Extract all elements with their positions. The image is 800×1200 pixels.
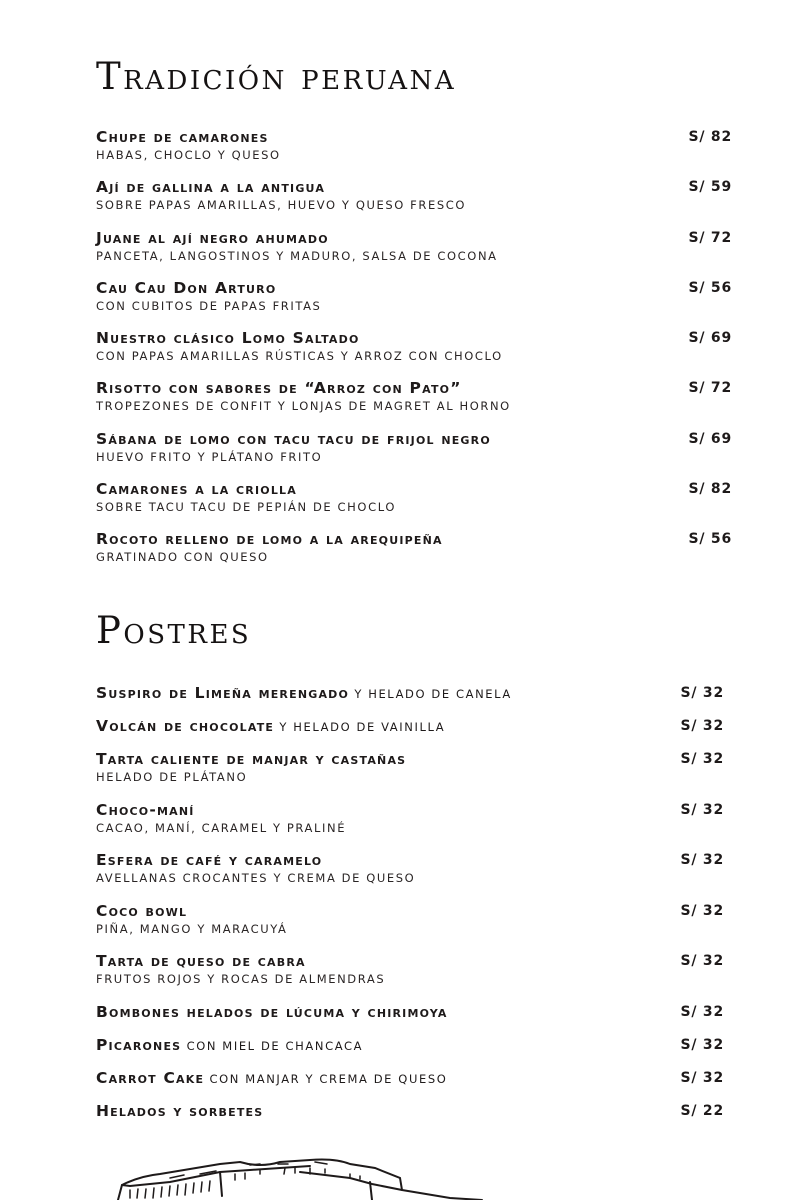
dish-name: Suspiro de Limeña merengado: [96, 684, 350, 702]
dish-price: S/ 72: [688, 229, 732, 246]
section-title: Postres: [96, 609, 252, 652]
menu-item: [96, 851, 724, 902]
dish-name: Juane al ají negro ahumado: [96, 228, 329, 247]
dish-description: HUEVO FRITO Y PLÁTANO FRITO: [96, 449, 323, 464]
dish-name: Coco bowl: [96, 901, 188, 920]
building-sketch-icon: [110, 1150, 490, 1200]
section-title: Tradición peruana: [96, 55, 457, 98]
dish-description: PIÑA, MANGO Y MARACUYÁ: [96, 921, 288, 936]
dish-price: S/ 69: [688, 430, 732, 447]
dish-description: PANCETA, LANGOSTINOS Y MADURO, SALSA DE COCONA: [96, 248, 498, 263]
dish-name: Picarones: [96, 1035, 182, 1054]
dish-name-line: [96, 1036, 724, 1055]
dish-price: S/ 69: [688, 330, 732, 347]
dish-description: CACAO, MANÍ, CARAMEL Y PRALINÉ: [96, 820, 347, 835]
dish-name: Volcán de chocolate: [96, 717, 275, 735]
dish-name: Tarta de queso de cabra: [96, 952, 306, 970]
menu-item: [96, 128, 732, 178]
dish-description: Y HELADO DE VAINILLA: [274, 720, 446, 734]
menu-item: [96, 902, 724, 953]
dish-price: S/ 82: [688, 481, 732, 498]
dish-price: S/ 59: [688, 179, 732, 196]
menu-list: [96, 684, 724, 1135]
dish-price: S/ 32: [680, 1003, 724, 1020]
dish-name-line: [96, 717, 724, 736]
dish-name: Risotto con sabores de “Arroz con Pato”: [96, 379, 462, 398]
dish-description: HABAS, CHOCLO Y QUESO: [96, 148, 281, 162]
menu-item: [96, 684, 724, 717]
dish-name: Esfera de café y caramelo: [96, 851, 323, 869]
menu-item: [96, 178, 732, 228]
dish-name: Sábana de lomo con tacu tacu de frijol negro: [96, 429, 491, 448]
dish-name: Carrot Cake: [96, 1068, 205, 1087]
dish-name: Helados y sorbetes: [96, 1101, 264, 1120]
dish-description: SOBRE PAPAS AMARILLAS, HUEVO Y QUESO FRESCO: [96, 198, 467, 213]
dish-price: S/ 32: [680, 751, 724, 767]
dish-description: CON PAPAS AMARILLAS RÚSTICAS Y ARROZ CON CHOCLO: [96, 349, 503, 364]
menu-item: [96, 1003, 724, 1036]
menu-item: [96, 750, 724, 801]
menu-list: [96, 128, 732, 581]
menu-item: [96, 480, 732, 530]
menu-item: [96, 379, 732, 429]
menu-item: [96, 801, 724, 852]
menu-item: [96, 1069, 724, 1102]
menu-item: [96, 717, 724, 750]
dish-price: S/ 82: [688, 129, 732, 145]
dish-name: Chupe de camarones: [96, 128, 269, 146]
section-postres: [96, 606, 724, 1120]
menu-item: [96, 1102, 724, 1135]
dish-price: S/ 32: [680, 1036, 724, 1053]
dish-name: Tarta caliente de manjar y castañas: [96, 750, 407, 768]
dish-price: S/ 32: [680, 801, 724, 818]
dish-description: FRUTOS ROJOS Y ROCAS DE ALMENDRAS: [96, 972, 386, 986]
dish-name: Choco-maní: [96, 800, 195, 819]
dish-description: CON MIEL DE CHANCACA: [181, 1038, 364, 1053]
menu-item: [96, 952, 724, 1003]
dish-name: Ají de gallina a la antigua: [96, 178, 326, 197]
dish-price: S/ 32: [680, 685, 724, 701]
menu-item: [96, 229, 732, 279]
menu-item: [96, 1036, 724, 1069]
dish-description: AVELLANAS CROCANTES Y CREMA DE QUESO: [96, 871, 416, 885]
dish-price: S/ 56: [688, 531, 732, 548]
dish-price: S/ 32: [680, 953, 724, 969]
dish-description: SOBRE TACU TACU DE PEPIÁN DE CHOCLO: [96, 500, 396, 515]
menu-item: [96, 329, 732, 379]
dish-name: Cau Cau Don Arturo: [96, 278, 277, 297]
dish-name: Camarones a la criolla: [96, 480, 297, 499]
dish-name-line: [96, 684, 724, 703]
dish-description: CON CUBITOS DE PAPAS FRITAS: [96, 298, 322, 313]
dish-name: Nuestro clásico Lomo Saltado: [96, 329, 360, 348]
dish-price: S/ 32: [680, 718, 724, 734]
dish-name: Rocoto relleno de lomo a la arequipeña: [96, 530, 443, 549]
dish-description: CON MANJAR Y CREMA DE QUESO: [204, 1071, 448, 1086]
dish-price: S/ 72: [688, 380, 732, 397]
menu-item: [96, 530, 732, 580]
section-tradicion-peruana: [96, 52, 732, 565]
dish-description: Y HELADO DE CANELA: [349, 687, 512, 701]
dish-description: TROPEZONES DE CONFIT Y LONJAS DE MAGRET AL HORNO: [96, 399, 511, 414]
dish-price: S/ 32: [680, 1069, 724, 1086]
menu-item: [96, 279, 732, 329]
dish-price: S/ 56: [688, 279, 732, 296]
dish-price: S/ 32: [680, 852, 724, 868]
dish-description: HELADO DE PLÁTANO: [96, 770, 248, 784]
dish-price: S/ 22: [680, 1102, 724, 1119]
menu-item: [96, 430, 732, 480]
dish-price: S/ 32: [680, 902, 724, 919]
dish-name: Bombones helados de lúcuma y chirimoya: [96, 1002, 448, 1021]
dish-description: GRATINADO CON QUESO: [96, 550, 269, 565]
dish-name-line: [96, 1069, 724, 1088]
